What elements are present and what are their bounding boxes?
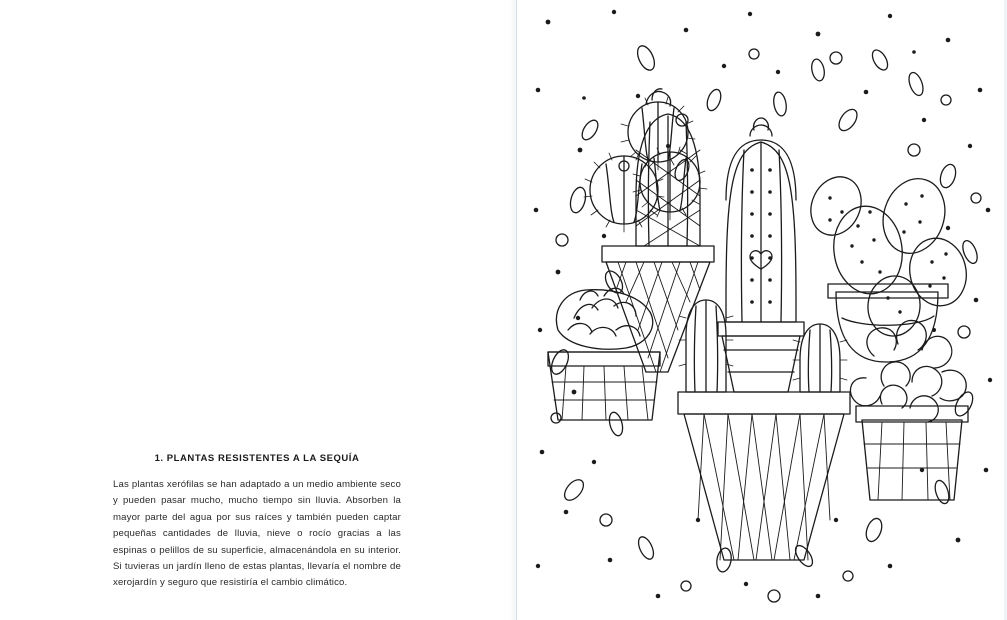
article-body: Las plantas xerófilas se han adaptado a un medio ambiente seco y pueden pasar mucho, mucho tiempo sin lluvia. Absorben la mayor parte del agua por sus raíces y también pueden captar pequeñas cantidades de lluvia, nieve o rocío gracias a las espinas o pelillos de su superficie, almacenándola en su interior. Si tuvieras un jardín lleno de estas plantas, llevaría el nombre de xerojardín y seguro que resistiría el cambio climático. xyxy=(113,479,401,589)
cacti-illustration xyxy=(518,0,1007,620)
article-text-block xyxy=(113,452,401,592)
page-title: 1. PLANTAS RESISTENTES A LA SEQUÍA xyxy=(154,453,360,464)
right-page xyxy=(518,0,1007,620)
spine-line xyxy=(516,0,517,620)
